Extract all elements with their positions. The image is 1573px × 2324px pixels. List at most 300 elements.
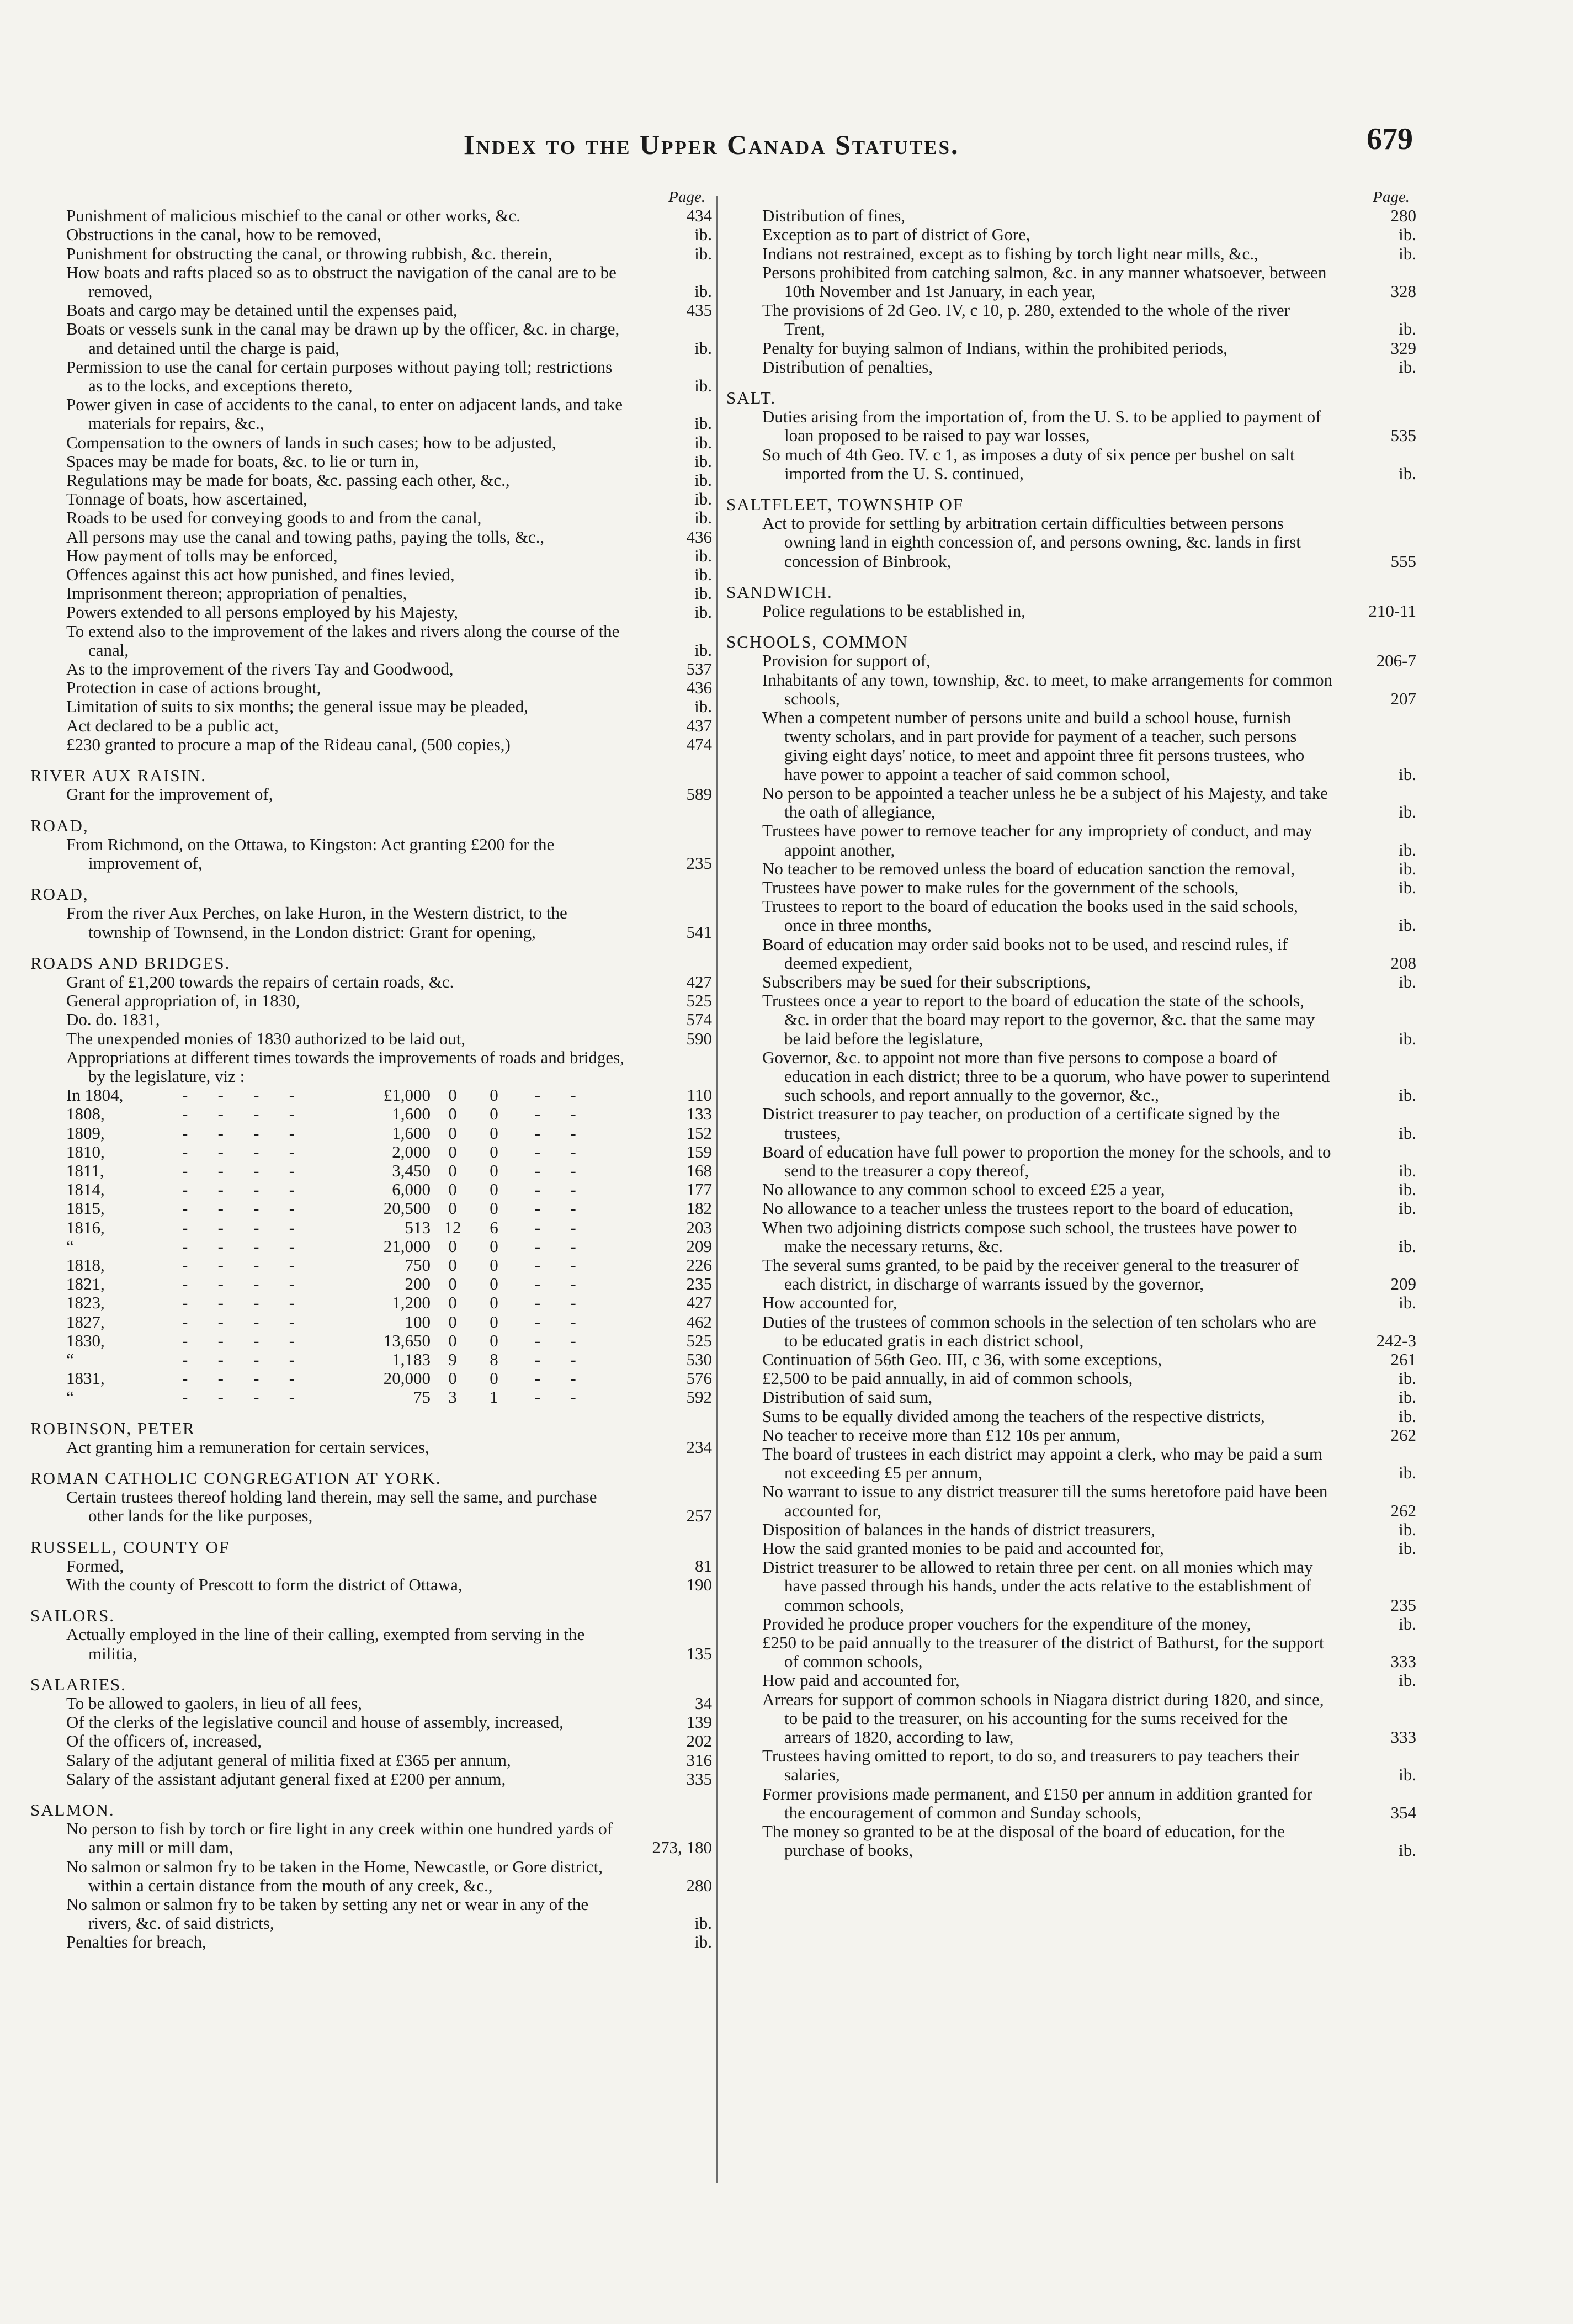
- index-entry: [30, 1819, 712, 1857]
- leader-dots: - - - -: [182, 1085, 295, 1105]
- entry-page-ref: 207: [1390, 688, 1416, 708]
- entry-text: To extend also to the improvement of the lakes and rivers along the course of the canal,: [66, 621, 620, 660]
- appropriation-row: [30, 1331, 712, 1350]
- appropriation-year: 1821,: [66, 1274, 105, 1294]
- index-entry: [726, 1539, 1416, 1558]
- entry-text: Former provisions made permanent, and £150 per annum in addition granted for the encouragement of common and Sunday schools,: [762, 1784, 1312, 1822]
- entry-page-ref: 280: [686, 1875, 712, 1895]
- appropriation-shillings: 0: [448, 1312, 457, 1331]
- entry-page-ref: 190: [686, 1575, 712, 1595]
- entry-page-ref: 152: [686, 1123, 712, 1143]
- appropriation-row: [30, 1124, 712, 1143]
- index-entry: [30, 1030, 712, 1048]
- appropriation-year: 1808,: [66, 1104, 105, 1124]
- appropriation-amount: 75: [413, 1387, 431, 1407]
- entry-text: Limitation of suits to six months; the general issue may be pleaded,: [66, 697, 528, 717]
- index-entry: [726, 1690, 1416, 1747]
- entry-text: Distribution of fines,: [762, 206, 906, 226]
- appropriation-shillings: 0: [448, 1198, 457, 1218]
- entry-page-ref: ib.: [1399, 1765, 1416, 1785]
- entry-text: No salmon or salmon fry to be taken by setting any net or wear in any of the rivers, &c. of said districts,: [66, 1895, 589, 1933]
- entry-page-ref: 435: [686, 300, 712, 320]
- appropriation-amount: £1,000: [383, 1085, 431, 1105]
- entry-page-ref: 354: [1390, 1802, 1416, 1822]
- index-entry: [726, 407, 1416, 445]
- entry-text: Duties of the trustees of common schools in the selection of ten scholars who are to be educated gratis in each district school,: [762, 1312, 1316, 1350]
- appropriation-pence: 0: [490, 1274, 498, 1294]
- index-entry: [30, 660, 712, 678]
- entry-text: No person to be appointed a teacher unless he be a subject of his Majesty, and take the oath of allegiance,: [762, 783, 1328, 822]
- entry-text: Certain trustees thereof holding land therein, may sell the same, and purchase other lands for the like purposes,: [66, 1487, 597, 1526]
- leader-dots: - -: [513, 1085, 576, 1105]
- entry-page-ref: ib.: [1399, 1198, 1416, 1218]
- entry-page-ref: ib.: [1399, 1180, 1416, 1200]
- entry-text: Continuation of 56th Geo. III, c 36, with some exceptions,: [762, 1349, 1162, 1369]
- appropriation-year: “: [66, 1387, 74, 1407]
- entry-page-ref: ib.: [694, 565, 712, 585]
- index-entry: [726, 206, 1416, 225]
- appropriation-shillings: 0: [448, 1274, 457, 1294]
- index-entry: [30, 973, 712, 991]
- index-entry: [30, 584, 712, 603]
- appropriation-shillings: 12: [444, 1217, 461, 1237]
- index-entry: [726, 1445, 1416, 1482]
- column-divider: [716, 196, 718, 2183]
- index-entry: [30, 1438, 712, 1457]
- entry-text: The money so granted to be at the disposal of the board of education, for the purchase of books,: [762, 1822, 1285, 1860]
- index-entry: [726, 301, 1416, 338]
- index-entry: [726, 514, 1416, 571]
- entry-text: How the said granted monies to be paid and accounted for,: [762, 1538, 1164, 1558]
- entry-text: Grant of £1,200 towards the repairs of certain roads, &c.: [66, 972, 454, 991]
- leader-dots: - - - -: [182, 1104, 295, 1124]
- entry-text: Salary of the adjutant general of militia fixed at £365 per annum,: [66, 1750, 511, 1770]
- entry-text: Police regulations to be established in,: [762, 601, 1025, 621]
- entry-page-ref: ib.: [1399, 1840, 1416, 1860]
- appropriation-row: [30, 1086, 712, 1105]
- entry-text: Board of education may order said books not to be used, and rescind rules, if deemed expedient,: [762, 934, 1288, 973]
- index-entry: [726, 1558, 1416, 1615]
- entry-page-ref: 234: [686, 1437, 712, 1457]
- index-entry: [30, 1770, 712, 1789]
- appropriation-shillings: 0: [448, 1160, 457, 1180]
- entry-page-ref: 133: [686, 1104, 712, 1124]
- entry-text: Grant for the improvement of,: [66, 784, 273, 804]
- index-entry: [30, 1713, 712, 1732]
- entry-page-ref: ib.: [694, 583, 712, 603]
- index-entry: [726, 225, 1416, 244]
- appropriation-row: [30, 1388, 712, 1407]
- index-entry: [726, 897, 1416, 935]
- entry-page-ref: ib.: [694, 338, 712, 358]
- appropriation-pence: 8: [490, 1349, 498, 1369]
- entry-text: Regulations may be made for boats, &c. passing each other, &c.,: [66, 470, 510, 490]
- entry-text: Boats and cargo may be detained until the expenses paid,: [66, 300, 458, 320]
- entry-page-ref: ib.: [1399, 1519, 1416, 1539]
- leader-dots: - - - -: [182, 1142, 295, 1161]
- running-title: Index to the Upper Canada Statutes.: [464, 129, 960, 160]
- appropriation-amount: 1,600: [392, 1104, 431, 1124]
- leader-dots: - -: [513, 1123, 576, 1143]
- leader-dots: - -: [513, 1198, 576, 1218]
- entry-page-ref: 436: [686, 527, 712, 546]
- index-entry: [726, 1105, 1416, 1142]
- entry-text: Trustees once a year to report to the board of education the state of the schools, &c. in order that the board may report to the governor, &c. that the same may be laid before the legislature,: [762, 991, 1315, 1048]
- entry-page-ref: 208: [1390, 953, 1416, 973]
- entry-text: How payment of tolls may be enforced,: [66, 545, 338, 565]
- entry-page-ref: 434: [686, 206, 712, 226]
- appropriation-row: [30, 1237, 712, 1256]
- entry-text: So much of 4th Geo. IV. c 1, as imposes a duty of six pence per bushel on salt imported from the U. S. continued,: [762, 444, 1295, 483]
- entry-text: When two adjoining districts compose such school, the trustees have power to make the necessary returns, &c.: [762, 1217, 1298, 1256]
- index-entry: [726, 1350, 1416, 1369]
- page-header: [33, 119, 1413, 168]
- entry-page-ref: 335: [686, 1769, 712, 1789]
- index-entry: [30, 1933, 712, 1951]
- appropriation-pence: 0: [490, 1180, 498, 1200]
- section-heading: ROMAN CATHOLIC CONGREGATION AT YORK.: [30, 1468, 442, 1488]
- appropriation-year: 1816,: [66, 1217, 105, 1237]
- index-entry: [726, 859, 1416, 878]
- entry-page-ref: ib.: [1399, 840, 1416, 859]
- entry-text: The board of trustees in each district may appoint a clerk, who may be paid a sum not exceeding £5 per annum,: [762, 1444, 1322, 1483]
- index-entry: [30, 1751, 712, 1770]
- entry-page-ref: ib.: [694, 470, 712, 490]
- index-entry: [30, 1625, 712, 1663]
- appropriation-amount: 21,000: [383, 1236, 431, 1256]
- index-entry: [30, 1048, 712, 1086]
- leader-dots: - - - -: [182, 1312, 295, 1331]
- appropriation-amount: 100: [405, 1312, 431, 1331]
- appropriation-row: [30, 1256, 712, 1275]
- leader-dots: - - - -: [182, 1236, 295, 1256]
- entry-text: No warrant to issue to any district treasurer till the sums heretofore paid have been accounted for,: [762, 1482, 1328, 1520]
- index-entry: [726, 263, 1416, 301]
- entry-text: How paid and accounted for,: [762, 1670, 960, 1690]
- appropriation-amount: 2,000: [392, 1142, 431, 1161]
- index-entry: [726, 784, 1416, 821]
- page-column-label: Page.: [1373, 188, 1410, 206]
- index-entry: [30, 1557, 712, 1575]
- entry-page-ref: ib.: [1399, 1028, 1416, 1048]
- entry-text: Disposition of balances in the hands of district treasurers,: [762, 1519, 1155, 1539]
- entry-page-ref: 525: [686, 991, 712, 1011]
- index-entry: [726, 1785, 1416, 1822]
- appropriation-year: 1810,: [66, 1142, 105, 1161]
- entry-text: Protection in case of actions brought,: [66, 678, 321, 698]
- appropriation-row: [30, 1105, 712, 1123]
- appropriation-pence: 0: [490, 1312, 498, 1331]
- entry-text: The provisions of 2d Geo. IV, c 10, p. 280, extended to the whole of the river Trent,: [762, 300, 1290, 339]
- index-entry: [726, 1048, 1416, 1105]
- entry-page-ref: 257: [686, 1506, 712, 1526]
- entry-text: The several sums granted, to be paid by the receiver general to the treasurer of each district, in discharge of warrants issued by the governor,: [762, 1255, 1299, 1294]
- entry-page-ref: 135: [686, 1643, 712, 1663]
- leader-dots: - - - -: [182, 1293, 295, 1313]
- entry-page-ref: 427: [686, 972, 712, 991]
- index-entry: [30, 471, 712, 490]
- entry-text: Powers extended to all persons employed by his Majesty,: [66, 602, 459, 622]
- appropriation-row: [30, 1293, 712, 1312]
- entry-text: The unexpended monies of 1830 authorized to be laid out,: [66, 1028, 466, 1048]
- index-entry: [726, 358, 1416, 376]
- entry-text: How boats and rafts placed so as to obstruct the navigation of the canal are to be removed,: [66, 262, 617, 301]
- entry-page-ref: 168: [686, 1160, 712, 1180]
- entry-page-ref: 206-7: [1376, 651, 1416, 671]
- entry-page-ref: ib.: [1399, 1160, 1416, 1180]
- section-heading: SALMON.: [30, 1800, 115, 1820]
- entry-text: Duties arising from the importation of, from the U. S. to be applied to payment of loan proposed to be raised to pay war losses,: [762, 407, 1321, 445]
- index-entry: [30, 528, 712, 546]
- entry-text: No teacher to receive more than £12 10s per annum,: [762, 1425, 1121, 1445]
- index-entry: [726, 1671, 1416, 1690]
- appropriation-row: [30, 1313, 712, 1331]
- entry-page-ref: 474: [686, 734, 712, 754]
- entry-page-ref: 333: [1390, 1652, 1416, 1672]
- entry-page-ref: 34: [695, 1694, 712, 1713]
- index-entry: [30, 835, 712, 873]
- appropriation-year: “: [66, 1349, 74, 1369]
- index-entry: [30, 785, 712, 804]
- entry-page-ref: 177: [686, 1180, 712, 1200]
- index-entry: [726, 445, 1416, 483]
- entry-text: Obstructions in the canal, how to be removed,: [66, 225, 381, 245]
- leader-dots: - -: [513, 1293, 576, 1313]
- entry-page-ref: 182: [686, 1198, 712, 1218]
- entry-page-ref: 273, 180: [652, 1838, 712, 1858]
- entry-text: Do. do. 1831,: [66, 1010, 160, 1030]
- appropriation-year: 1809,: [66, 1123, 105, 1143]
- appropriation-amount: 750: [405, 1255, 431, 1275]
- leader-dots: - - - -: [182, 1217, 295, 1237]
- index-entry: [30, 358, 712, 395]
- appropriation-amount: 1,200: [392, 1293, 431, 1313]
- entry-page-ref: ib.: [1399, 225, 1416, 245]
- appropriation-pence: 6: [490, 1217, 498, 1237]
- appropriation-pence: 0: [490, 1142, 498, 1161]
- section-heading: RUSSELL, COUNTY OF: [30, 1537, 230, 1557]
- index-entry: [726, 245, 1416, 263]
- entry-page-ref: ib.: [1399, 1387, 1416, 1407]
- appropriation-amount: 1,183: [392, 1349, 431, 1369]
- index-entry: [30, 206, 712, 225]
- index-entry: [726, 1407, 1416, 1426]
- entry-page-ref: ib.: [694, 489, 712, 509]
- index-entry: [726, 1388, 1416, 1407]
- appropriation-row: [30, 1218, 712, 1237]
- entry-text: Punishment for obstructing the canal, or throwing rubbish, &c. therein,: [66, 243, 552, 263]
- entry-page-ref: ib.: [694, 602, 712, 622]
- appropriation-pence: 0: [490, 1104, 498, 1124]
- entry-text: Roads to be used for conveying goods to and from the canal,: [66, 508, 482, 528]
- appropriation-year: In 1804,: [66, 1085, 124, 1105]
- entry-text: Indians not restrained, except as to fishing by torch light near mills, &c.,: [762, 243, 1258, 263]
- appropriation-year: 1827,: [66, 1312, 105, 1331]
- index-entry: [726, 935, 1416, 973]
- entry-page-ref: 590: [686, 1028, 712, 1048]
- index-entry: [726, 1199, 1416, 1218]
- entry-text: Imprisonment thereon; appropriation of penalties,: [66, 583, 407, 603]
- index-entry: [30, 565, 712, 584]
- entry-text: Provided he produce proper vouchers for the expenditure of the money,: [762, 1614, 1251, 1633]
- entry-text: From the river Aux Perches, on lake Huron, in the Western district, to the township of Townsend, in the London district: Grant for opening,: [66, 903, 567, 942]
- entry-page-ref: 235: [686, 853, 712, 873]
- entry-text: Of the clerks of the legislative council and house of assembly, increased,: [66, 1712, 564, 1732]
- entry-text: From Richmond, on the Ottawa, to Kingston: Act granting £200 for the improvement of,: [66, 834, 555, 873]
- entry-text: Appropriations at different times towards the improvements of roads and bridges, by the legislature, viz :: [66, 1047, 624, 1086]
- entry-page-ref: 139: [686, 1712, 712, 1732]
- entry-page-ref: ib.: [1399, 1670, 1416, 1690]
- appropriation-row: [30, 1199, 712, 1218]
- entry-page-ref: 210-11: [1368, 601, 1416, 621]
- entry-page-ref: ib.: [1399, 319, 1416, 339]
- leader-dots: - -: [513, 1104, 576, 1124]
- leader-dots: - - - -: [182, 1198, 295, 1218]
- index-entry: [726, 973, 1416, 991]
- page-number: 679: [1367, 122, 1413, 156]
- entry-text: Inhabitants of any town, township, &c. to meet, to make arrangements for common schools,: [762, 670, 1333, 708]
- entry-page-ref: ib.: [1399, 802, 1416, 822]
- appropriation-amount: 20,000: [383, 1368, 431, 1388]
- entry-page-ref: ib.: [694, 508, 712, 528]
- index-entry: [726, 1218, 1416, 1256]
- appropriation-amount: 200: [405, 1274, 431, 1294]
- entry-page-ref: 262: [1390, 1425, 1416, 1445]
- index-entry: [726, 878, 1416, 897]
- entry-text: General appropriation of, in 1830,: [66, 991, 300, 1011]
- entry-page-ref: 209: [1390, 1274, 1416, 1294]
- index-entry: [726, 1180, 1416, 1199]
- entry-text: Trustees have power to remove teacher for any impropriety of conduct, and may appoint another,: [762, 821, 1312, 859]
- leader-dots: - -: [513, 1274, 576, 1294]
- entry-text: Distribution of said sum,: [762, 1387, 933, 1407]
- appropriation-shillings: 0: [448, 1123, 457, 1143]
- entry-page-ref: 436: [686, 678, 712, 698]
- index-entry: [30, 603, 712, 622]
- appropriation-amount: 3,450: [392, 1160, 431, 1180]
- entry-page-ref: ib.: [1399, 1463, 1416, 1483]
- index-entry: [30, 678, 712, 697]
- appropriation-amount: 6,000: [392, 1180, 431, 1200]
- index-entry: [726, 1633, 1416, 1671]
- leader-dots: - -: [513, 1236, 576, 1256]
- entry-page-ref: 202: [686, 1731, 712, 1751]
- entry-page-ref: 261: [1390, 1349, 1416, 1369]
- leader-dots: - - - -: [182, 1368, 295, 1388]
- leader-dots: - - - -: [182, 1255, 295, 1275]
- entry-page-ref: ib.: [694, 640, 712, 660]
- entry-text: Offences against this act how punished, and fines levied,: [66, 565, 455, 585]
- leader-dots: - - - -: [182, 1180, 295, 1200]
- section-heading: SALT.: [726, 388, 777, 408]
- entry-page-ref: ib.: [1399, 1293, 1416, 1313]
- entry-text: Act granting him a remuneration for certain services,: [66, 1437, 429, 1457]
- appropriation-year: 1830,: [66, 1330, 105, 1350]
- leader-dots: - -: [513, 1142, 576, 1161]
- index-entry: [30, 1895, 712, 1933]
- entry-page-ref: 316: [686, 1750, 712, 1770]
- entry-text: £250 to be paid annually to the treasurer of the district of Bathurst, for the support of common schools,: [762, 1633, 1324, 1672]
- index-entry: [30, 508, 712, 527]
- section-heading: SALARIES.: [30, 1674, 126, 1694]
- index-entry: [30, 991, 712, 1010]
- index-entry: [30, 697, 712, 716]
- entry-page-ref: 437: [686, 715, 712, 735]
- entry-page-ref: 203: [686, 1217, 712, 1237]
- section-heading: SANDWICH.: [726, 582, 833, 602]
- entry-page-ref: 242-3: [1376, 1330, 1416, 1350]
- entry-page-ref: 110: [687, 1085, 712, 1105]
- entry-text: Act declared to be a public act,: [66, 715, 279, 735]
- appropriation-row: [30, 1143, 712, 1161]
- index-entry: [726, 602, 1416, 620]
- entry-page-ref: ib.: [1399, 243, 1416, 263]
- appropriation-shillings: 0: [448, 1085, 457, 1105]
- entry-page-ref: 209: [686, 1236, 712, 1256]
- section-heading: SAILORS.: [30, 1606, 115, 1626]
- index-entry: [726, 1293, 1416, 1312]
- entry-page-ref: 280: [1390, 206, 1416, 226]
- entry-page-ref: ib.: [1399, 1236, 1416, 1256]
- appropriation-shillings: 0: [448, 1293, 457, 1313]
- entry-page-ref: ib.: [1399, 1368, 1416, 1388]
- entry-text: Trustees have power to make rules for the government of the schools,: [762, 877, 1239, 897]
- leader-dots: - -: [513, 1255, 576, 1275]
- appropriation-row: [30, 1161, 712, 1180]
- entry-text: Of the officers of, increased,: [66, 1731, 262, 1751]
- index-entry: [726, 1482, 1416, 1520]
- index-entry: [726, 651, 1416, 670]
- entry-page-ref: ib.: [694, 545, 712, 565]
- index-entry: [30, 904, 712, 941]
- entry-text: No salmon or salmon fry to be taken in the Home, Newcastle, or Gore district, within a certain distance from the mouth of any creek, &c.,: [66, 1856, 603, 1895]
- entry-text: Provision for support of,: [762, 651, 931, 671]
- entry-page-ref: ib.: [1399, 357, 1416, 376]
- index-entry: [30, 225, 712, 244]
- section-heading: ROAD,: [30, 815, 89, 835]
- leader-dots: - - - -: [182, 1349, 295, 1369]
- index-entry: [726, 1615, 1416, 1633]
- index-entry: [726, 1426, 1416, 1445]
- entry-text: No teacher to be removed unless the board of education sanction the removal,: [762, 858, 1295, 878]
- entry-page-ref: ib.: [694, 413, 712, 433]
- entry-page-ref: 525: [686, 1330, 712, 1350]
- entry-page-ref: ib.: [1399, 1085, 1416, 1105]
- entry-text: With the county of Prescott to form the district of Ottawa,: [66, 1575, 463, 1595]
- section-heading: SALTFLEET, TOWNSHIP OF: [726, 495, 964, 514]
- index-entry: [30, 433, 712, 452]
- left-column: [30, 188, 712, 1952]
- appropriation-shillings: 0: [448, 1142, 457, 1161]
- entry-text: How accounted for,: [762, 1293, 897, 1313]
- index-entry: [726, 1822, 1416, 1860]
- index-entry: [726, 991, 1416, 1048]
- entry-page-ref: 262: [1390, 1500, 1416, 1520]
- appropriation-year: “: [66, 1236, 74, 1256]
- entry-page-ref: ib.: [1399, 1614, 1416, 1633]
- index-entry: [30, 735, 712, 754]
- appropriation-year: 1815,: [66, 1198, 105, 1218]
- appropriation-year: 1818,: [66, 1255, 105, 1275]
- entry-page-ref: 576: [686, 1368, 712, 1388]
- entry-text: Subscribers may be sued for their subscriptions,: [762, 972, 1091, 991]
- entry-text: Permission to use the canal for certain purposes without paying toll; restrictions as to the locks, and exceptions thereto,: [66, 357, 613, 396]
- leader-dots: - - - -: [182, 1387, 295, 1407]
- entry-text: Power given in case of accidents to the canal, to enter on adjacent lands, and take materials for repairs, &c.,: [66, 395, 623, 433]
- index-entry: [726, 1313, 1416, 1350]
- entry-page-ref: 462: [686, 1312, 712, 1331]
- entry-page-ref: 159: [686, 1142, 712, 1161]
